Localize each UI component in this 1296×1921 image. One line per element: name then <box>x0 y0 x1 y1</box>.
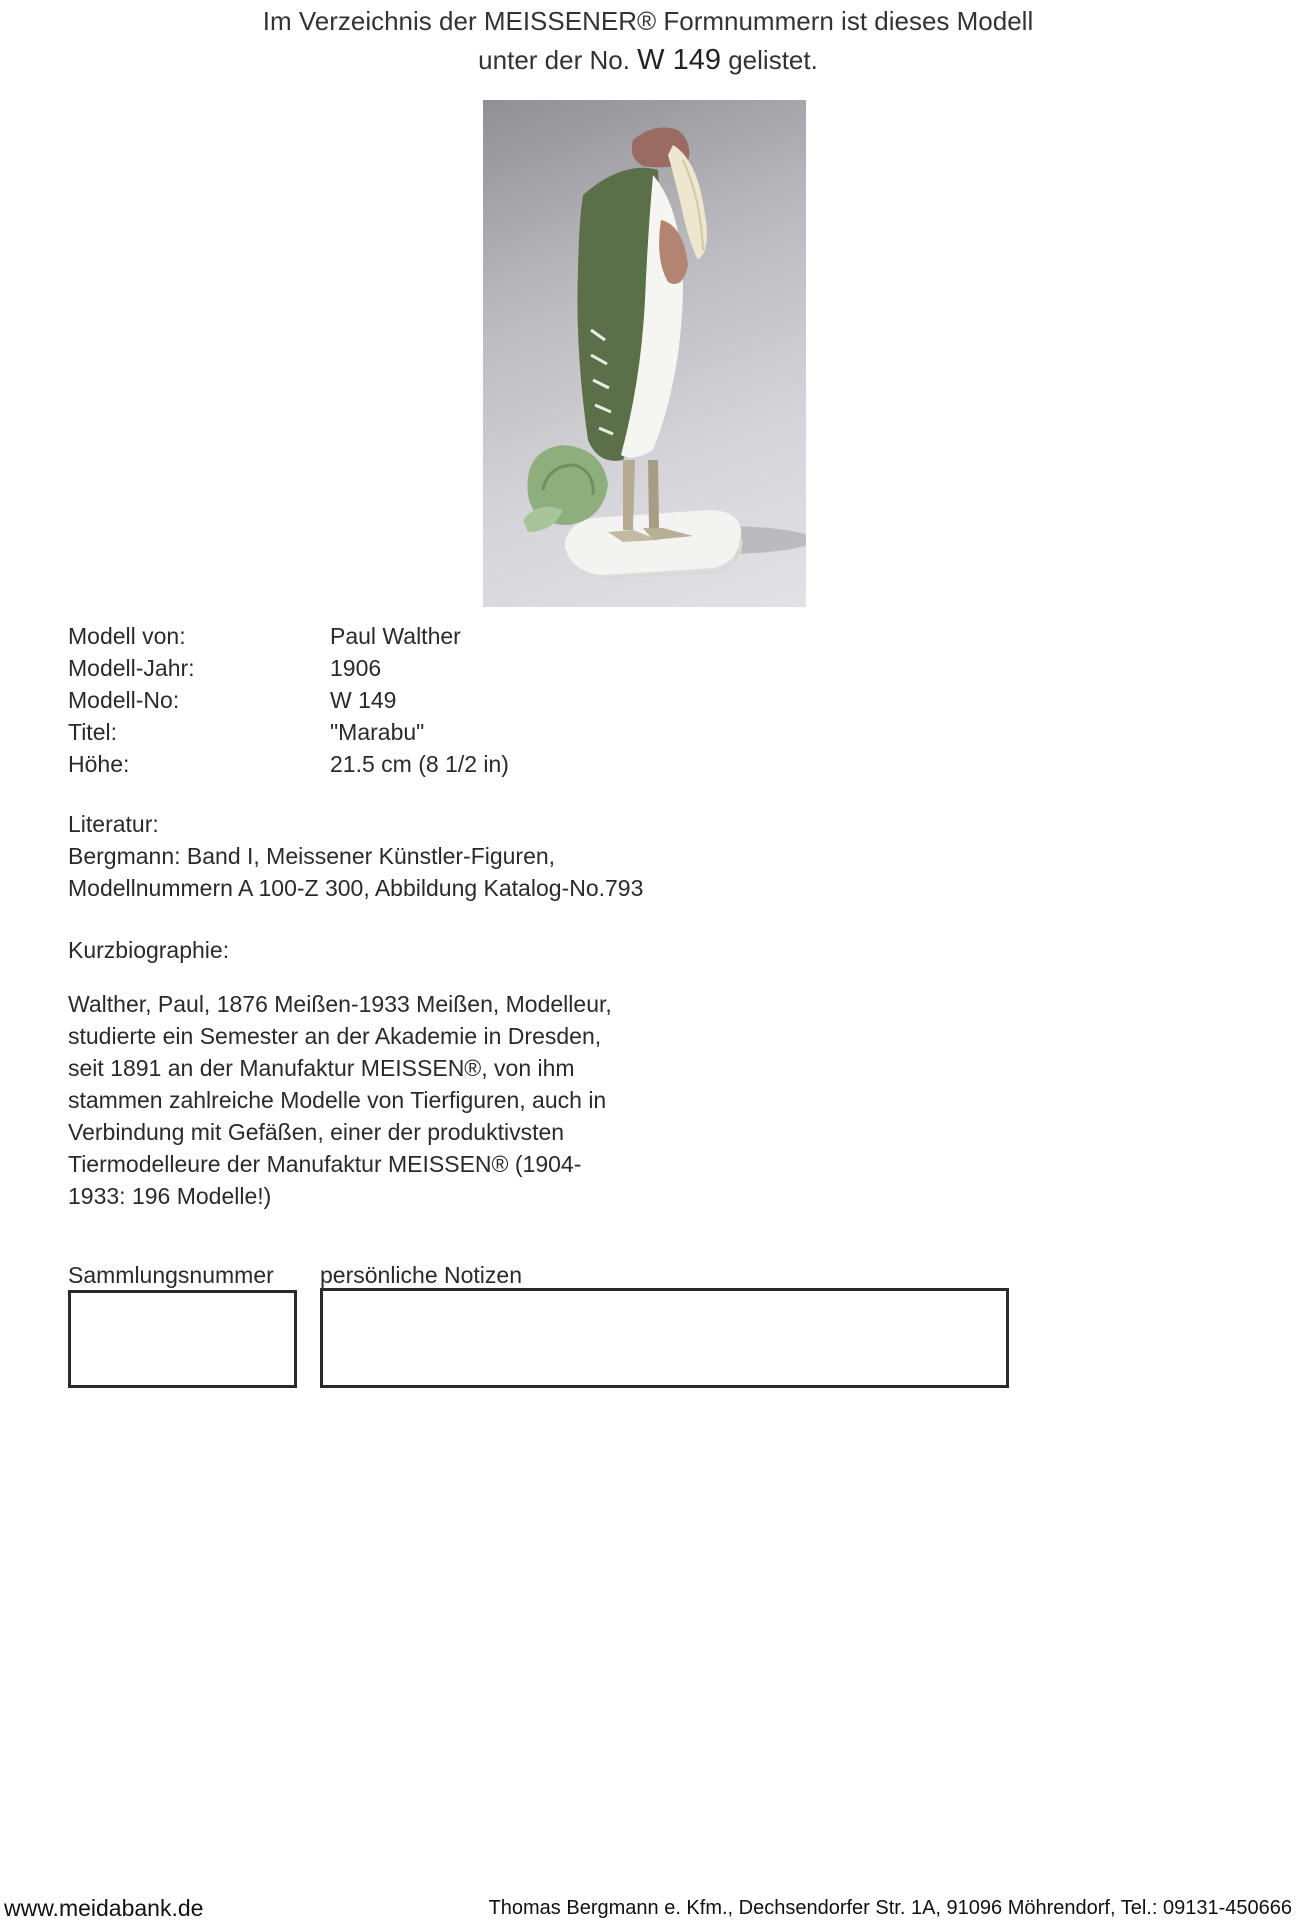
biography-line: stammen zahlreiche Modelle von Tierfiguren, auch in <box>68 1087 607 1113</box>
biography-line: seit 1891 an der Manufaktur MEISSEN®, von ihm <box>68 1055 575 1081</box>
detail-row-height <box>68 748 509 780</box>
personal-notes-label: persönliche Notizen <box>320 1262 523 1288</box>
detail-row-modeller <box>68 620 509 652</box>
detail-value: 21.5 cm (8 1/2 in) <box>330 751 509 777</box>
header-line-2-suffix: gelistet. <box>728 45 818 75</box>
detail-label: Höhe: <box>68 751 130 777</box>
detail-value: "Marabu" <box>330 719 425 745</box>
literature-line: Bergmann: Band I, Meissener Künstler-Figuren, <box>68 843 556 869</box>
detail-value: 1906 <box>330 655 382 681</box>
model-details <box>68 620 509 780</box>
header-line-1: Im Verzeichnis der MEISSENER® Formnummern ist dieses Modell <box>262 6 1034 36</box>
detail-row-title <box>68 716 509 748</box>
biography-line: studierte ein Semester an der Akademie in Dresden, <box>68 1023 602 1049</box>
detail-label: Modell-No: <box>68 687 180 713</box>
literature-line: Modellnummern A 100-Z 300, Abbildung Katalog-No.793 <box>68 875 644 901</box>
detail-value: W 149 <box>330 687 397 713</box>
collection-number-label: Sammlungsnummer <box>68 1262 274 1288</box>
literature-heading: Literatur: <box>68 811 159 837</box>
header-line-2 <box>0 41 1296 80</box>
detail-value: Paul Walther <box>330 623 461 649</box>
detail-label: Modell-Jahr: <box>68 655 195 681</box>
biography-line: Verbindung mit Gefäßen, einer der produktivsten <box>68 1119 565 1145</box>
detail-label: Modell von: <box>68 623 186 649</box>
biography-line: 1933: 196 Modelle!) <box>68 1183 272 1209</box>
biography-text <box>68 988 668 1212</box>
literature-text <box>68 840 643 904</box>
biography-line: Walther, Paul, 1876 Meißen-1933 Meißen, Modelleur, <box>68 991 612 1017</box>
biography-line: Tiermodelleure der Manufaktur MEISSEN® (1904- <box>68 1151 582 1177</box>
marabou-figure-illustration <box>483 100 806 607</box>
personal-notes-field[interactable] <box>320 1288 1009 1388</box>
detail-label: Titel: <box>68 719 117 745</box>
biography-heading: Kurzbiographie: <box>68 937 230 963</box>
model-number: W 149 <box>637 44 721 76</box>
footer-website: www.meidabank.de <box>4 1895 204 1921</box>
detail-row-year <box>68 652 509 684</box>
figure-photo <box>483 100 806 607</box>
detail-row-model-number <box>68 684 509 716</box>
header-line-2-prefix: unter der No. <box>478 45 630 75</box>
page-header <box>0 0 1296 80</box>
collection-number-field[interactable] <box>68 1290 297 1388</box>
footer-address: Thomas Bergmann e. Kfm., Dechsendorfer Str. 1A, 91096 Möhrendorf, Tel.: 09131-450666 <box>488 1897 1292 1919</box>
